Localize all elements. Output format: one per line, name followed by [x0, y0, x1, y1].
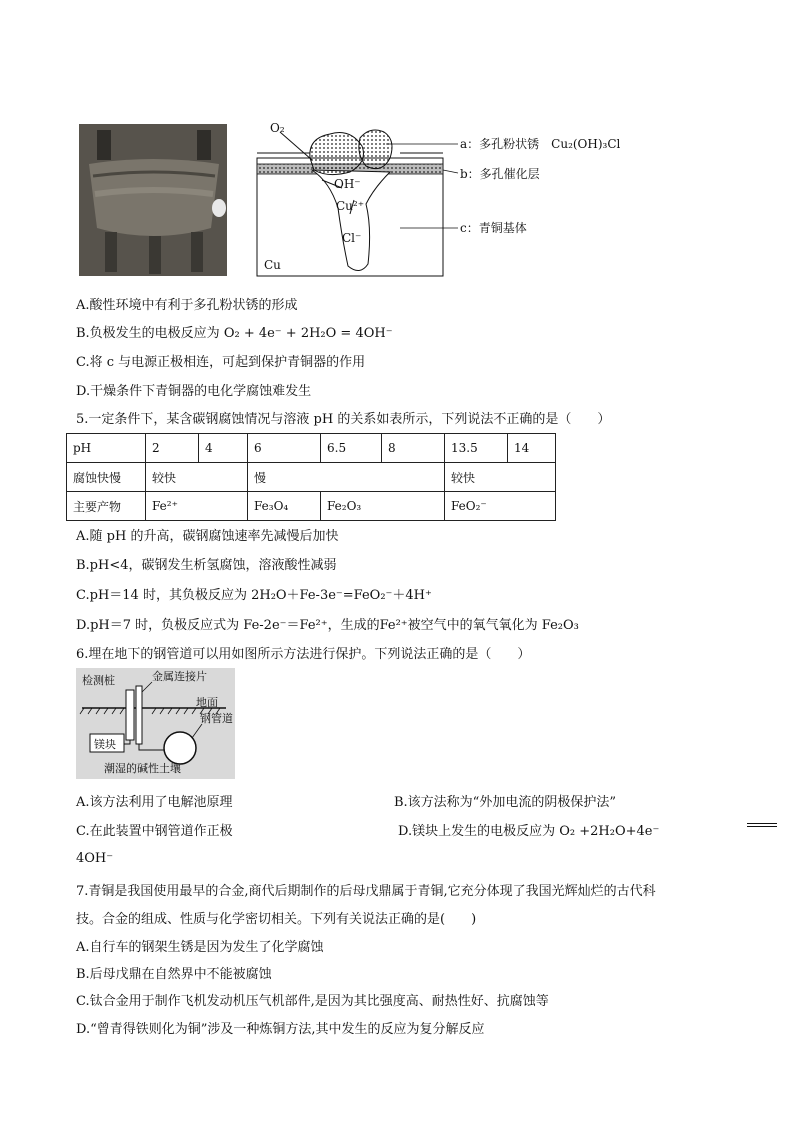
table-cell: 较快: [445, 463, 556, 492]
table-cell: 6: [248, 434, 321, 463]
cathodic-protection-figure: [76, 668, 235, 779]
label-post: 检测桩: [82, 674, 115, 687]
label-pipe: 钢管道: [200, 712, 233, 725]
table-cell: 4: [199, 434, 248, 463]
equals-sign: [747, 823, 777, 827]
table-cell: 14: [508, 434, 556, 463]
q6-option-c: C.在此装置中钢管道作正极: [76, 824, 233, 839]
q5-stem: 5.一定条件下，某含碳钢腐蚀情况与溶液 pH 的关系如表所示，下列说法不正确的是（ ）: [76, 412, 611, 427]
q4-option-c: C.将 c 与电源正极相连，可起到保护青铜器的作用: [76, 355, 366, 370]
table-cell: 6.5: [321, 434, 382, 463]
label-a: a：多孔粉状锈 Cu₂(OH)₃Cl: [460, 137, 621, 151]
label-c: c：青铜基体: [460, 221, 527, 235]
q7-stem-line2: 技。合金的组成、性质与化学密切相关。下列有关说法正确的是( ): [76, 912, 477, 927]
q7-option-a: A.自行车的钢架生锈是因为发生了化学腐蚀: [76, 940, 324, 955]
label-connector: 金属连接片: [152, 670, 207, 683]
q7-option-c: C.钛合金用于制作飞机发动机压气机部件,是因为其比强度高、耐热性好、抗腐蚀等: [76, 994, 549, 1009]
q6-option-a: A.该方法利用了电解池原理: [76, 795, 233, 810]
chloride-label: Cl⁻: [342, 231, 362, 245]
table-cell: 2: [146, 434, 199, 463]
ph-corrosion-table: [66, 433, 556, 521]
table-cell: 腐蚀快慢: [67, 463, 146, 492]
cu-label: Cu: [264, 258, 281, 272]
label-soil: 潮湿的碱性土壤: [104, 762, 181, 775]
table-cell: Fe₃O₄: [248, 492, 321, 521]
table-row: [67, 492, 556, 521]
copper-ion-label: Cu²⁺: [336, 199, 365, 213]
o2-label: O₂: [270, 121, 285, 135]
label-b: b：多孔催化层: [460, 167, 540, 181]
q6-stem: 6.埋在地下的钢管道可以用如图所示方法进行保护。下列说法正确的是（ ）: [76, 647, 531, 662]
q5-option-b: B.pH<4，碳钢发生析氢腐蚀，溶液酸性减弱: [76, 558, 337, 573]
hydroxide-label: OH⁻: [334, 177, 361, 191]
bronze-vessel-photo: [79, 124, 227, 276]
table-cell: 13.5: [445, 434, 508, 463]
q7-option-b: B.后母戊鼎在自然界中不能被腐蚀: [76, 967, 272, 982]
table-cell: 慢: [248, 463, 445, 492]
q6-option-d: D.镁块上发生的电极反应为 O₂ +2H₂O+4e⁻: [398, 824, 660, 839]
q7-stem-line1: 7.青铜是我国使用最早的合金,商代后期制作的后母戊鼎属于青铜,它充分体现了我国光辉灿烂的古代科: [76, 884, 656, 899]
table-cell: 主要产物: [67, 492, 146, 521]
table-row: [67, 463, 556, 492]
table-row: [67, 434, 556, 463]
q7-option-d: D.“曾青得铁则化为铜”涉及一种炼铜方法,其中发生的反应为复分解反应: [76, 1022, 485, 1037]
corrosion-diagram: [250, 118, 630, 283]
table-cell: 8: [382, 434, 445, 463]
table-cell: Fe²⁺: [146, 492, 248, 521]
table-cell: FeO₂⁻: [445, 492, 556, 521]
q5-option-c: C.pH＝14 时，其负极反应为 2H₂O＋Fe-3e⁻=FeO₂⁻＋4H⁺: [76, 588, 432, 603]
table-cell: Fe₂O₃: [321, 492, 445, 521]
q4-option-d: D.干燥条件下青铜器的电化学腐蚀难发生: [76, 384, 312, 399]
q5-option-a: A.随 pH 的升高，碳钢腐蚀速率先减慢后加快: [76, 529, 339, 544]
q6-option-d-continued: 4OH⁻: [76, 851, 114, 866]
q5-option-d: D.pH＝7 时，负极反应式为 Fe-2e⁻＝Fe²⁺，生成的Fe²⁺被空气中的氧气氧化为 Fe₂O₃: [76, 618, 579, 633]
table-cell: pH: [67, 434, 146, 463]
table-cell: 较快: [146, 463, 248, 492]
q6-option-b: B.该方法称为“外加电流的阴极保护法”: [394, 795, 616, 810]
label-ground: 地面: [196, 696, 218, 709]
label-mg: 镁块: [94, 738, 116, 751]
q4-option-a: A.酸性环境中有利于多孔粉状锈的形成: [76, 298, 298, 313]
q4-option-b: B.负极发生的电极反应为 O₂ + 4e⁻ + 2H₂O = 4OH⁻: [76, 326, 393, 341]
